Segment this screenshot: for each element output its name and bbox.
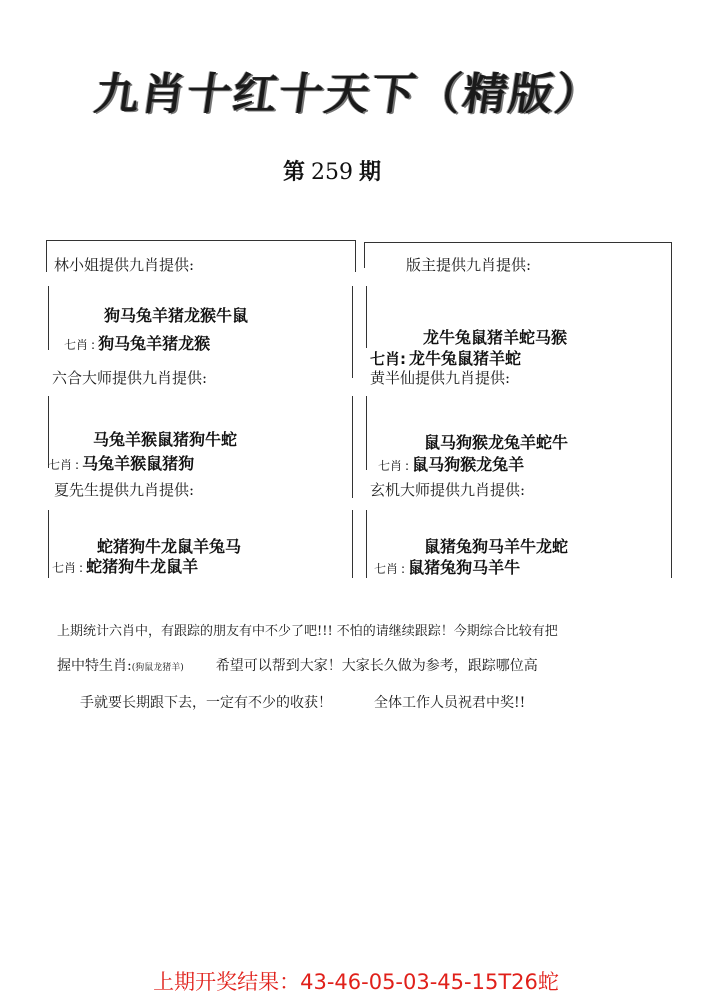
separator: : bbox=[405, 459, 410, 473]
separator: : bbox=[91, 338, 96, 352]
seven-zodiac-label: 七肖 bbox=[48, 458, 73, 472]
provider-heading: 夏先生提供九肖提供: bbox=[54, 481, 195, 499]
issue-value: 259 bbox=[311, 160, 354, 185]
seven-zodiac-label: 七肖: bbox=[370, 350, 406, 368]
seven-zodiac-list: 鼠猪兔狗马羊牛 bbox=[408, 558, 521, 577]
nine-zodiac-list: 鼠马狗猴龙兔羊蛇牛 bbox=[424, 433, 569, 452]
provider-heading: 版主提供九肖提供: bbox=[406, 256, 532, 274]
message-text: 全体工作人员祝君中奖!! bbox=[374, 695, 526, 711]
right-panel-border bbox=[364, 242, 365, 268]
message-zodiac-note: (狗鼠龙猪羊) bbox=[131, 663, 184, 673]
seven-zodiac-row bbox=[64, 331, 210, 354]
message-text: 握中特生肖: bbox=[57, 658, 132, 674]
left-panel-divider bbox=[355, 240, 356, 272]
seven-zodiac-label: 七肖 bbox=[374, 562, 399, 576]
last-draw-result: 上期开奖结果：43-46-05-03-45-15T26蛇 bbox=[153, 970, 559, 994]
nine-zodiac-list: 鼠猪兔狗马羊牛龙蛇 bbox=[424, 537, 569, 556]
message-line bbox=[80, 692, 525, 712]
seven-zodiac-row bbox=[374, 555, 520, 578]
seven-zodiac-row bbox=[52, 554, 198, 577]
nine-zodiac-list: 狗马兔羊猪龙猴牛鼠 bbox=[104, 306, 249, 325]
message-text: 希望可以帮到大家！大家长久做为参考，跟踪哪位高 bbox=[215, 658, 538, 674]
message-line bbox=[57, 655, 538, 675]
seven-zodiac-list: 鼠马狗猴龙兔羊 bbox=[412, 455, 525, 474]
separator: : bbox=[75, 458, 80, 472]
left-panel-border bbox=[46, 240, 47, 272]
nine-zodiac-list: 马兔羊猴鼠猪狗牛蛇 bbox=[93, 430, 238, 449]
right-panel-border bbox=[671, 242, 672, 578]
seven-zodiac-row bbox=[48, 451, 194, 474]
issue-number bbox=[283, 155, 381, 186]
page-title: 九肖十红十天下（精版） bbox=[91, 69, 605, 120]
seven-zodiac-row bbox=[378, 452, 524, 475]
seven-zodiac-label: 七肖 bbox=[378, 459, 403, 473]
right-panel-border bbox=[366, 396, 367, 470]
issue-suffix: 期 bbox=[359, 159, 382, 185]
seven-zodiac-row bbox=[370, 346, 521, 369]
nine-zodiac-list: 龙牛兔鼠猪羊蛇马猴 bbox=[423, 328, 568, 347]
left-panel-border bbox=[48, 286, 49, 350]
provider-heading: 林小姐提供九肖提供: bbox=[54, 256, 195, 274]
issue-prefix: 第 bbox=[283, 159, 306, 185]
left-panel-divider bbox=[352, 286, 353, 378]
left-panel-divider bbox=[352, 510, 353, 578]
provider-heading: 黄半仙提供九肖提供: bbox=[370, 369, 511, 387]
provider-heading: 玄机大师提供九肖提供: bbox=[370, 481, 526, 499]
seven-zodiac-label: 七肖 bbox=[64, 338, 89, 352]
separator: : bbox=[79, 561, 84, 575]
seven-zodiac-list: 马兔羊猴鼠猪狗 bbox=[82, 454, 195, 473]
seven-zodiac-list: 狗马兔羊猪龙猴 bbox=[98, 334, 211, 353]
right-panel-top-border bbox=[364, 242, 672, 243]
left-panel-top-border bbox=[46, 240, 356, 241]
left-panel-divider bbox=[352, 396, 353, 498]
message-text: 手就要长期跟下去，一定有不少的收获！ bbox=[80, 695, 332, 711]
left-panel-border bbox=[48, 510, 49, 578]
seven-zodiac-list: 龙牛兔鼠猪羊蛇 bbox=[409, 349, 522, 368]
right-panel-border bbox=[366, 510, 367, 578]
seven-zodiac-list: 蛇猪狗牛龙鼠羊 bbox=[86, 557, 199, 576]
seven-zodiac-label: 七肖 bbox=[52, 561, 77, 575]
nine-zodiac-list: 蛇猪狗牛龙鼠羊兔马 bbox=[97, 537, 242, 556]
provider-heading: 六合大师提供九肖提供: bbox=[52, 369, 208, 387]
message-line: 上期统计六肖中，有跟踪的朋友有中不少了吧!!! 不怕的请继续跟踪！今期综合比较有把 bbox=[57, 624, 558, 639]
right-panel-border bbox=[366, 286, 367, 348]
separator: : bbox=[401, 562, 406, 576]
